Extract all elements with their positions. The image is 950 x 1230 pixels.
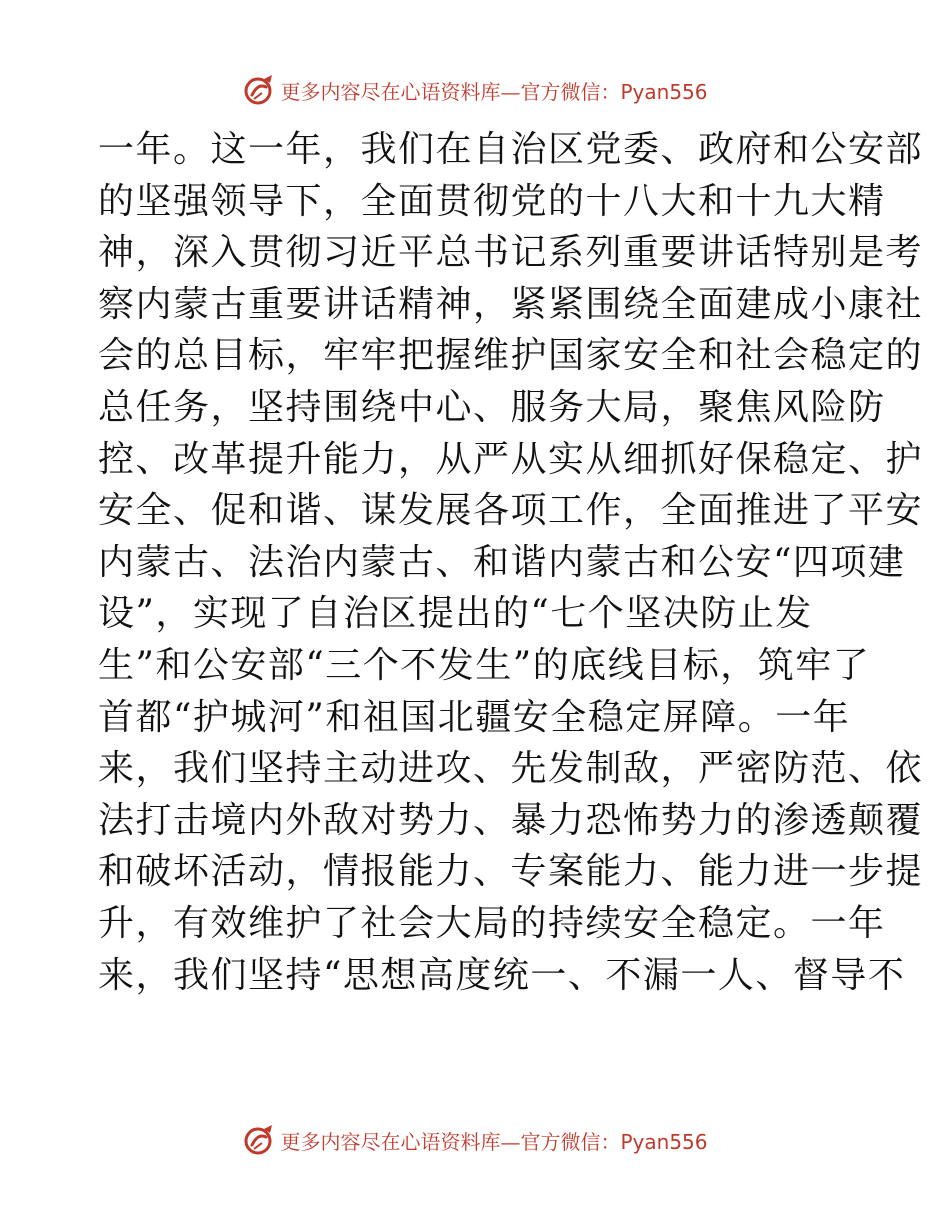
header-watermark [0,70,950,110]
text-line: 法打击境内外敌对势力、暴力恐怖势力的渗透颠覆 [98,799,924,841]
watermark-site-text: 更多内容尽在心语资料库 [280,1129,501,1154]
text-line: 安全、促和谐、谋发展各项工作，全面推进了平安 [98,490,924,532]
text-line: 升，有效维护了社会大局的持续安全稳定。一年 [98,902,886,944]
text-line: 内蒙古、法治内蒙古、和谐内蒙古和公安“四项建 [98,541,906,583]
watermark-wechat-id: Pyan556 [620,79,708,104]
text-line: 来，我们坚持“思想高度统一、不漏一人、督导不 [98,954,906,996]
text-line: 生”和公安部“三个不发生”的底线目标，筑牢了 [98,644,871,686]
text-line: 一年。这一年，我们在自治区党委、政府和公安部 [98,129,924,170]
text-line: 和破坏活动，情报能力、专案能力、能力进一步提 [98,851,924,893]
text-line: 总任务，坚持围绕中心、服务大局，聚焦风险防 [98,386,886,428]
watermark-site-text: 更多内容尽在心语资料库 [280,79,501,104]
text-line: 神，深入贯彻习近平总书记系列重要讲话特别是考 [98,232,924,274]
watermark-wechat-label: 官方微信： [520,1129,621,1154]
watermark-wechat-label: 官方微信： [520,79,621,104]
text-line: 会的总目标，牢牢把握维护国家安全和社会稳定的 [98,335,924,377]
ink-seal-logo-icon [242,73,276,107]
footer-watermark [0,1120,950,1160]
watermark-separator: — [500,1129,521,1154]
watermark-text [280,1126,707,1155]
watermark-wechat-id: Pyan556 [620,1129,708,1154]
text-line: 控、改革提升能力，从严从实从细抓好保稳定、护 [98,438,924,480]
text-line: 察内蒙古重要讲话精神，紧紧围绕全面建成小康社 [98,283,924,325]
text-line: 首都“护城河”和祖国北疆安全稳定屏障。一年 [98,696,851,738]
text-line: 的坚强领导下，全面贯彻党的十八大和十九大精 [98,180,886,222]
text-line: 来，我们坚持主动进攻、先发制敌，严密防范、依 [98,748,924,790]
watermark-separator: — [500,79,521,104]
ink-seal-logo-icon [242,1123,276,1157]
document-body [98,124,924,1001]
text-line: 设”，实现了自治区提出的“七个坚决防止发 [98,593,813,635]
watermark-text [280,76,707,105]
